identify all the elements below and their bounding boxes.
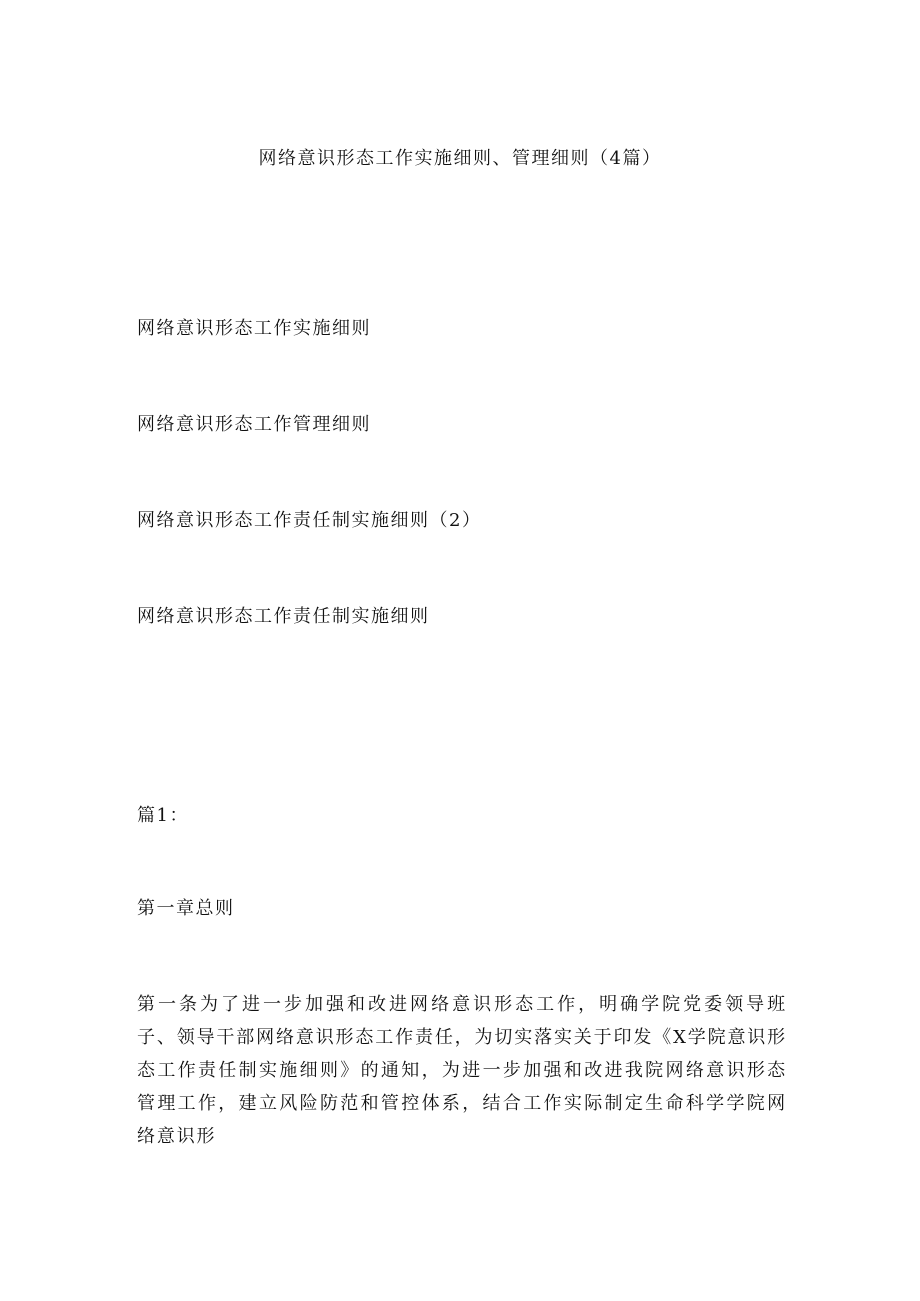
table-of-contents — [137, 316, 481, 700]
chapter-title: 第一章总则 — [137, 898, 235, 919]
document-title: 网络意识形态工作实施细则、管理细则（4篇） — [258, 148, 662, 169]
paragraph-line: 第一条为了进一步加强和改进网络意识形态工作，明确学院党委领导班子、 — [137, 994, 787, 1048]
paragraph-line: 作，建立风险防范和管控体系，结合工作实际制定生命科学学院网络意识形 — [137, 1093, 787, 1147]
toc-item: 网络意识形态工作责任制实施细则 — [137, 606, 430, 627]
paragraph-line: 作责任制实施细则》的通知，为进一步加强和改进我院网络意识形态管理工 — [137, 1060, 787, 1114]
section-label: 篇1： — [137, 805, 189, 826]
paragraph-line: 领导干部网络意识形态工作责任，为切实落实关于印发《X学院意识形态工 — [137, 1027, 787, 1081]
toc-item: 网络意识形态工作管理细则 — [137, 414, 371, 435]
body-paragraph — [137, 988, 787, 1153]
toc-item: 网络意识形态工作责任制实施细则（2） — [137, 510, 482, 531]
toc-item: 网络意识形态工作实施细则 — [137, 318, 371, 339]
